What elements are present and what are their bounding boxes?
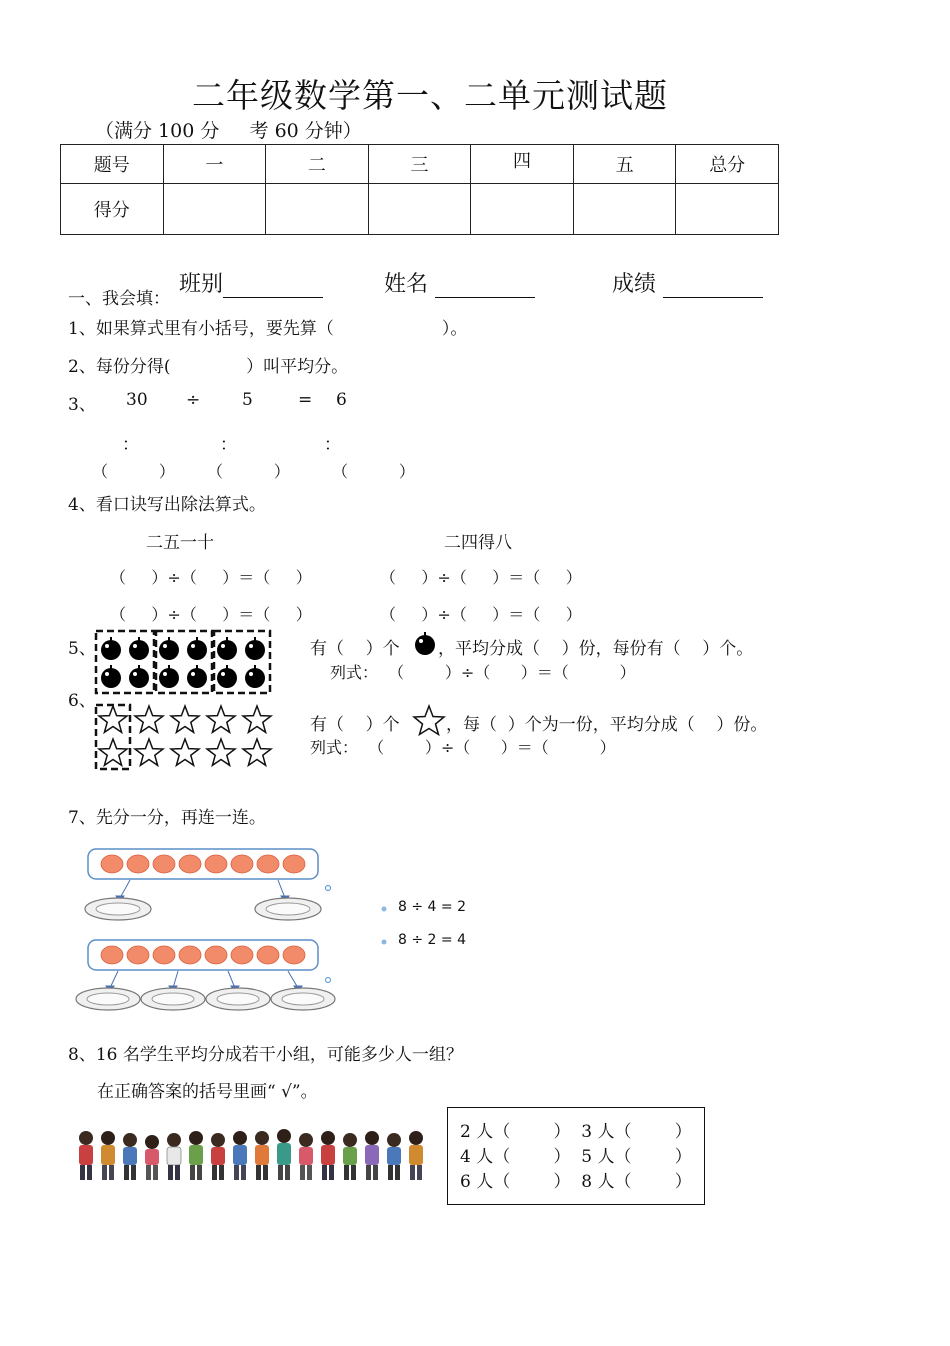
- star-icon: [171, 739, 199, 765]
- q8-option[interactable]: 8 人（ ）: [581, 1172, 692, 1192]
- apple-icon: [129, 637, 149, 660]
- q3-divide-sign: ÷: [186, 390, 201, 410]
- student-figure: [321, 1131, 335, 1180]
- student-figure: [343, 1133, 357, 1180]
- student-figure: [189, 1131, 203, 1180]
- q4-equation-blank[interactable]: （ ）÷（ ）＝（ ）: [110, 605, 312, 624]
- score-table: [60, 144, 779, 235]
- peach-icon: [283, 855, 305, 873]
- plate-icon: [255, 898, 321, 920]
- score-header-cell: 五: [573, 145, 676, 184]
- apple-icon: [245, 637, 265, 660]
- q8-option[interactable]: 3 人（ ）: [581, 1122, 692, 1142]
- class-blank[interactable]: [223, 273, 323, 298]
- connect-dot: [382, 907, 387, 912]
- page-subtitle: （满分 100 分 考 60 分钟）: [95, 120, 362, 142]
- name-blank[interactable]: [435, 273, 535, 298]
- q7-equation-2[interactable]: 8 ÷ 2 = 4: [398, 932, 466, 948]
- score-table-header-row: [61, 145, 779, 184]
- score-cell[interactable]: [573, 184, 676, 235]
- q3-equals: =: [298, 390, 313, 410]
- student-figure: [365, 1131, 379, 1180]
- apple-icon: [217, 665, 237, 688]
- grade-label: 成绩: [612, 272, 657, 297]
- apple-icon: [245, 665, 265, 688]
- student-figure: [277, 1129, 291, 1180]
- plate-icon: [271, 988, 335, 1010]
- star-icon: [99, 706, 127, 732]
- q8-instruction: 在正确答案的括号里画“ √”。: [97, 1082, 318, 1102]
- plate-icon: [206, 988, 270, 1010]
- peach-icon: [101, 855, 123, 873]
- star-icon: [413, 704, 445, 736]
- apple-icon: [101, 665, 121, 688]
- score-header-cell: 四: [471, 145, 574, 184]
- students-illustration: [74, 1128, 424, 1186]
- q5-text-b: ，平均分成（ ）份，每份有（ ）个。: [438, 639, 754, 659]
- q4-rhyme: 二五一十: [146, 533, 214, 553]
- score-table-score-row: [61, 184, 779, 235]
- star-icon: [99, 739, 127, 765]
- apple-icon: [187, 665, 207, 688]
- q8-answer-box: [447, 1107, 705, 1205]
- connect-dot: [326, 978, 331, 983]
- student-figure: [409, 1131, 423, 1180]
- q3-dividend: 30: [126, 390, 148, 410]
- question-8: 8、16 名学生平均分成若干小组，可能多少人一组？: [68, 1045, 463, 1065]
- apple-icon: [159, 637, 179, 660]
- q3-colon: ：: [324, 435, 341, 455]
- plate-icon: [76, 988, 140, 1010]
- score-cell[interactable]: [163, 184, 266, 235]
- apple-icon: [413, 632, 437, 656]
- name-field: [370, 242, 535, 298]
- peach-icon: [205, 946, 227, 964]
- name-label: 姓名: [384, 272, 429, 297]
- q4-equation-blank[interactable]: （ ）÷（ ）＝（ ）: [380, 568, 582, 587]
- peach-icon: [153, 946, 175, 964]
- page-title: 二年级数学第一、二单元测试题: [192, 76, 668, 115]
- peach-icon: [179, 855, 201, 873]
- peach-icon: [179, 946, 201, 964]
- student-figure: [233, 1131, 247, 1180]
- q7-equation-1[interactable]: 8 ÷ 4 = 2: [398, 899, 466, 915]
- q3-answer-blank[interactable]: （ ）: [207, 462, 290, 481]
- star-icon: [207, 739, 235, 765]
- q3-answer-blank[interactable]: （ ）: [92, 462, 175, 481]
- q8-option[interactable]: 6 人（ ）: [460, 1172, 571, 1192]
- section-heading: 一、我会填：: [68, 289, 170, 309]
- star-icon: [171, 706, 199, 732]
- q6-text-b: ，每（ ）个为一份，平均分成（ ）份。: [446, 715, 768, 735]
- score-cell[interactable]: [471, 184, 574, 235]
- student-figure: [299, 1133, 313, 1180]
- peach-icon: [205, 855, 227, 873]
- score-header-cell: 一: [163, 145, 266, 184]
- q3-quotient: 6: [336, 390, 347, 410]
- q8-option-row: [460, 1142, 692, 1167]
- q4-rhyme: 二四得八: [444, 533, 512, 553]
- q6-text-a: 有（ ）个: [310, 715, 400, 735]
- peach-icon: [231, 946, 253, 964]
- peach-icon: [153, 855, 175, 873]
- question-4: 4、看口诀写出除法算式。: [68, 495, 266, 515]
- connect-dot: [382, 940, 387, 945]
- apple-group-figure: [94, 628, 274, 696]
- peach-icon: [257, 946, 279, 964]
- q5-formula[interactable]: 列式： （ ）÷（ ）＝（ ）: [330, 663, 636, 682]
- q3-answer-blank[interactable]: （ ）: [332, 462, 415, 481]
- apple-icon: [159, 665, 179, 688]
- score-header-cell: 题号: [61, 145, 164, 184]
- grade-field: [598, 242, 763, 298]
- q8-option-row: [460, 1117, 692, 1142]
- peach-icon: [257, 855, 279, 873]
- star-icon: [135, 739, 163, 765]
- apple-icon: [187, 637, 207, 660]
- student-figure: [255, 1131, 269, 1180]
- score-row-label: 得分: [61, 184, 164, 235]
- apple-icon: [217, 637, 237, 660]
- fruit-division-figure: [70, 846, 350, 1016]
- student-figure: [123, 1133, 137, 1180]
- peach-icon: [283, 946, 305, 964]
- star-icon: [243, 706, 271, 732]
- student-figure: [211, 1133, 225, 1180]
- q3-colon: ：: [122, 435, 139, 455]
- q3-colon: ：: [220, 435, 237, 455]
- q3-divisor: 5: [242, 390, 253, 410]
- q6-formula[interactable]: 列式： （ ）÷（ ）＝（ ）: [310, 738, 616, 757]
- question-6-number: 6、: [68, 691, 96, 711]
- peach-icon: [101, 946, 123, 964]
- peach-icon: [127, 855, 149, 873]
- score-cell[interactable]: [676, 184, 779, 235]
- q8-option[interactable]: 4 人（ ）: [460, 1147, 571, 1167]
- student-figure: [101, 1131, 115, 1180]
- student-figure: [145, 1135, 159, 1180]
- star-icon: [207, 706, 235, 732]
- student-figure: [79, 1131, 93, 1180]
- score-header-cell: 三: [368, 145, 471, 184]
- peach-icon: [127, 946, 149, 964]
- connect-dots: [380, 905, 388, 945]
- class-label: 班别: [179, 272, 224, 297]
- connect-dot: [326, 886, 331, 891]
- student-figure: [167, 1133, 181, 1180]
- q4-equation-blank[interactable]: （ ）÷（ ）＝（ ）: [380, 605, 582, 624]
- question-2: 2、每份分得( ）叫平均分。: [68, 357, 349, 377]
- score-cell[interactable]: [368, 184, 471, 235]
- q4-equation-blank[interactable]: （ ）÷（ ）＝（ ）: [110, 568, 312, 587]
- score-header-cell: 总分: [676, 145, 779, 184]
- grade-blank[interactable]: [663, 273, 763, 298]
- peach-icon: [231, 855, 253, 873]
- class-field: [165, 242, 323, 298]
- q8-option[interactable]: 2 人（ ）: [460, 1122, 571, 1142]
- score-header-cell: 二: [266, 145, 369, 184]
- apple-icon: [129, 665, 149, 688]
- plate-icon: [141, 988, 205, 1010]
- question-1: 1、如果算式里有小括号，要先算（ ）。: [68, 319, 468, 339]
- star-group-figure: [94, 703, 276, 773]
- q5-text-a: 有（ ）个: [310, 639, 400, 659]
- plate-icon: [85, 898, 151, 920]
- apple-icon: [101, 637, 121, 660]
- q8-option-row: [460, 1167, 692, 1192]
- question-5-number: 5、: [68, 639, 96, 659]
- question-3-number: 3、: [68, 395, 96, 415]
- star-icon: [135, 706, 163, 732]
- question-7: 7、先分一分，再连一连。: [68, 808, 266, 828]
- score-cell[interactable]: [266, 184, 369, 235]
- star-icon: [243, 739, 271, 765]
- q8-option[interactable]: 5 人（ ）: [581, 1147, 692, 1167]
- student-figure: [387, 1133, 401, 1180]
